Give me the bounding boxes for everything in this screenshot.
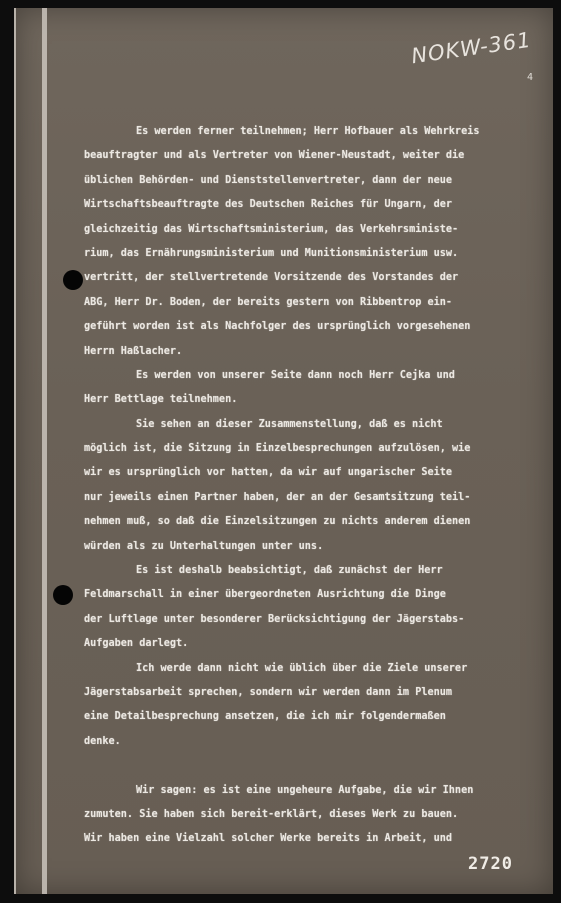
corner-mark: 4 [527, 72, 534, 83]
punch-hole [63, 270, 83, 290]
text-line: Feldmarschall in einer übergeordneten Ausrichtung die Dinge [84, 589, 446, 601]
text-line: Es werden ferner teilnehmen; Herr Hofbauer als Wehrkreis [136, 126, 480, 137]
text-line: wir es ursprünglich vor hatten, da wir auf ungarischer Seite [84, 467, 453, 479]
text-line: Aufgaben darlegt. [84, 638, 189, 650]
paragraph-gap [84, 754, 561, 778]
typed-body-text [84, 120, 561, 852]
text-line: Ich werde dann nicht wie üblich über die Ziele unserer [136, 662, 468, 674]
text-line: ABG, Herr Dr. Boden, der bereits gestern von Ribbentrop ein- [84, 296, 453, 308]
text-line: Wir sagen: es ist eine ungeheure Aufgabe, die wir Ihnen [136, 784, 474, 796]
text-line: beauftragter und als Vertreter von Wiener-Neustadt, weiter die [84, 150, 465, 162]
text-line: Sie sehen an dieser Zusammenstellung, daß es nicht [136, 418, 443, 430]
text-line: zumuten. Sie haben sich bereit-erklärt, dieses Werk zu bauen. [84, 808, 459, 820]
text-line: Herr Bettlage teilnehmen. [84, 394, 238, 406]
text-line: nehmen muß, so daß die Einzelsitzungen zu nichts anderem dienen [84, 516, 471, 528]
text-line: Wir haben eine Vielzahl solcher Werke bereits in Arbeit, und [84, 833, 453, 845]
text-line: nur jeweils einen Partner haben, der an der Gesamtsitzung teil- [84, 491, 471, 503]
text-line: Herrn Haßlacher. [84, 345, 183, 357]
text-line: vertritt, der stellvertretende Vorsitzende des Vorstandes der [84, 272, 459, 284]
page-number: 2720 [468, 854, 513, 874]
text-line: möglich ist, die Sitzung in Einzelbesprechungen aufzulösen, wie [84, 443, 471, 455]
text-line: der Luftlage unter besonderer Berücksichtigung der Jägerstabs- [84, 613, 465, 625]
text-line: Wirtschaftsbeauftragte des Deutschen Reiches für Ungarn, der [84, 199, 453, 211]
text-line: eine Detailbesprechung ansetzen, die ich mir folgendermaßen [84, 711, 446, 723]
text-line: rium, das Ernährungsministerium und Munitionsministerium usw. [84, 247, 459, 259]
text-line: würden als zu Unterhaltungen unter uns. [84, 540, 324, 552]
paper-sheet [14, 8, 553, 894]
punch-hole [53, 585, 73, 605]
text-line: gleichzeitig das Wirtschaftsministerium, das Verkehrsministe- [84, 223, 459, 235]
text-line: Jägerstabsarbeit sprechen, sondern wir werden dann im Plenum [84, 686, 453, 698]
text-line: üblichen Behörden- und Dienststellenvertreter, dann der neue [84, 174, 453, 186]
text-line: geführt worden ist als Nachfolger des ursprünglich vorgesehenen [84, 321, 471, 333]
text-line: denke. [84, 735, 121, 747]
text-line: Es werden von unserer Seite dann noch Herr Cejka und [136, 369, 455, 381]
document-id-handwritten: NOKW-361 [409, 27, 533, 69]
text-line: Es ist deshalb beabsichtigt, daß zunächst der Herr [136, 565, 443, 577]
